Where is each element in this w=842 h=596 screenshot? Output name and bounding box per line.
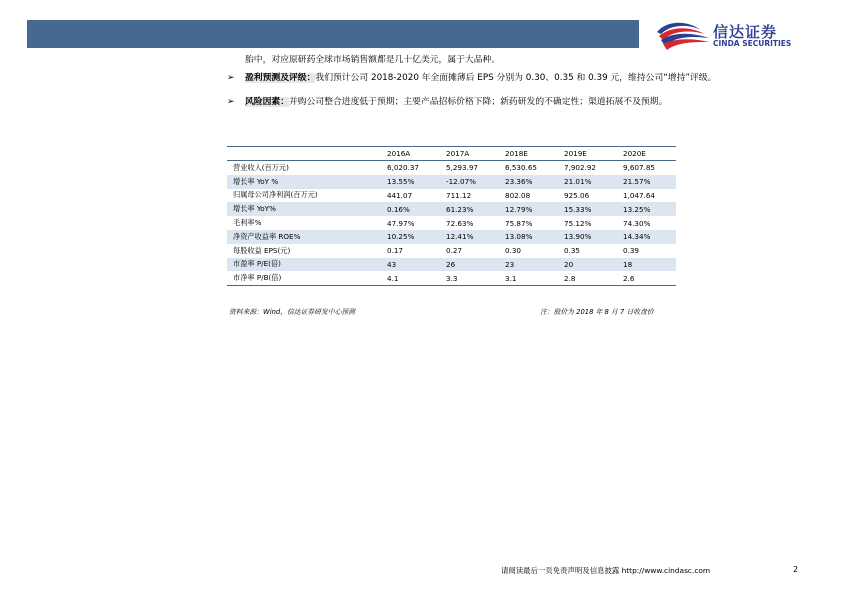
table-cell: -12.07% xyxy=(440,175,499,189)
logo-text-cn: 信达证券 xyxy=(713,23,778,41)
row-label: 市净率 P/B(倍) xyxy=(227,271,381,285)
table-source: 资料来源：Wind，信达证券研发中心预测 xyxy=(229,308,355,316)
table-row xyxy=(227,161,676,175)
table-cell: 75.87% xyxy=(505,218,533,228)
logo-text-en: CINDA SECURITIES xyxy=(713,39,792,48)
table-cell: 21.57% xyxy=(617,175,676,189)
table-cell: 2.6 xyxy=(617,271,676,285)
risk-text: 并购公司整合进度低于预期；主要产品招标价格下降；新药研发的不确定性；渠道拓展不及预期。 xyxy=(289,97,668,107)
table-cell: 12.79% xyxy=(499,202,558,216)
table-cell: 20 xyxy=(558,258,617,272)
row-label: 净资产收益率 ROE% xyxy=(227,230,381,244)
table-cell: 6,020.37 xyxy=(387,163,420,173)
table-cell: 72.63% xyxy=(446,218,474,228)
footer-disclaimer: 请阅读最后一页免责声明及信息披露 http://www.cindasc.com xyxy=(501,566,711,575)
table-cell: 74.30% xyxy=(623,218,651,228)
table-header-cell: 2019E xyxy=(558,147,617,161)
table-cell: 0.16% xyxy=(381,202,440,216)
table-cell: 0.35 xyxy=(564,246,581,256)
table-cell: 3.1 xyxy=(499,271,558,285)
row-label: 增长率 YoY % xyxy=(227,175,381,189)
table-cell: 0.30 xyxy=(505,246,522,256)
table-cell: 12.41% xyxy=(440,230,499,244)
table-cell: 75.12% xyxy=(564,218,592,228)
table-cell: 43 xyxy=(381,258,440,272)
table-cell: 13.25% xyxy=(617,202,676,216)
row-label: 毛利率% xyxy=(233,218,262,228)
table-cell: 5,293.97 xyxy=(446,163,479,173)
table-cell: 4.1 xyxy=(381,271,440,285)
continuation-paragraph: 胎中，对应原研药全球市场销售额都是几十亿美元，属于大品种。 xyxy=(245,55,501,65)
table-header-cell: 2018E xyxy=(499,147,558,161)
table-note: 注：股价为 2018 年 8 月 7 日收盘价 xyxy=(540,308,654,316)
rating-label: 盈利预测及评级： xyxy=(245,73,316,83)
table-cell: 23.36% xyxy=(499,175,558,189)
row-label: 每股收益 EPS(元) xyxy=(233,245,291,255)
table-cell: 802.08 xyxy=(505,190,531,200)
table-row xyxy=(227,258,676,272)
table-cell: 61.23% xyxy=(440,202,499,216)
financial-forecast-table xyxy=(227,146,676,286)
table-cell: 0.39 xyxy=(623,246,640,256)
table-cell: 0.27 xyxy=(446,246,463,256)
table-header-row xyxy=(227,147,676,161)
table-cell: 2.8 xyxy=(558,271,617,285)
row-label: 市盈率 P/E(倍) xyxy=(227,258,381,272)
table-row xyxy=(227,271,676,285)
risk-label: 风险因素： xyxy=(245,97,289,107)
row-label: 增长率 YoY% xyxy=(227,202,381,216)
table-cell: 441.07 xyxy=(387,190,413,200)
table-cell: 3.3 xyxy=(440,271,499,285)
table-cell: 26 xyxy=(440,258,499,272)
table-row xyxy=(227,175,676,189)
table-cell: 1,047.64 xyxy=(623,190,656,200)
table-cell: 13.55% xyxy=(381,175,440,189)
risk-paragraph xyxy=(245,97,667,108)
table-cell: 14.34% xyxy=(617,230,676,244)
cinda-logo-icon xyxy=(655,18,711,52)
table-cell: 7,902.92 xyxy=(564,163,597,173)
table-cell: 925.06 xyxy=(564,190,590,200)
table-header-cell: 2016A xyxy=(381,147,440,161)
page-number: 2 xyxy=(793,565,799,574)
table-cell: 23 xyxy=(499,258,558,272)
table-cell: 10.25% xyxy=(381,230,440,244)
table-cell: 47.97% xyxy=(387,218,415,228)
table-cell: 711.12 xyxy=(446,190,472,200)
table-row xyxy=(227,230,676,244)
table-header-cell xyxy=(227,147,381,161)
table-header-cell: 2017A xyxy=(440,147,499,161)
row-label: 归属母公司净利润(百万元) xyxy=(233,190,318,200)
rating-paragraph xyxy=(245,73,716,84)
table-row xyxy=(227,244,676,258)
arrow-bullet-icon: ➢ xyxy=(227,97,235,107)
table-cell: 18 xyxy=(617,258,676,272)
table-cell: 0.17 xyxy=(387,246,404,256)
table-row xyxy=(227,202,676,216)
rating-text: 我们预计公司 2018-2020 年全面摊薄后 EPS 分别为 0.30、0.35 和 0.39 元，维持公司“增持”评级。 xyxy=(315,73,717,83)
arrow-bullet-icon: ➢ xyxy=(227,73,235,83)
table-cell: 13.90% xyxy=(558,230,617,244)
header-bar xyxy=(27,20,639,48)
table-row xyxy=(227,189,676,203)
table-cell: 9,607.85 xyxy=(623,163,656,173)
table-cell: 21.01% xyxy=(558,175,617,189)
company-logo xyxy=(655,18,805,52)
table-header-cell: 2020E xyxy=(617,147,676,161)
table-cell: 6,530.65 xyxy=(505,163,538,173)
table-cell: 13.08% xyxy=(499,230,558,244)
table-row xyxy=(227,216,676,230)
row-label: 营业收入(百万元) xyxy=(233,162,289,172)
table-cell: 15.33% xyxy=(558,202,617,216)
